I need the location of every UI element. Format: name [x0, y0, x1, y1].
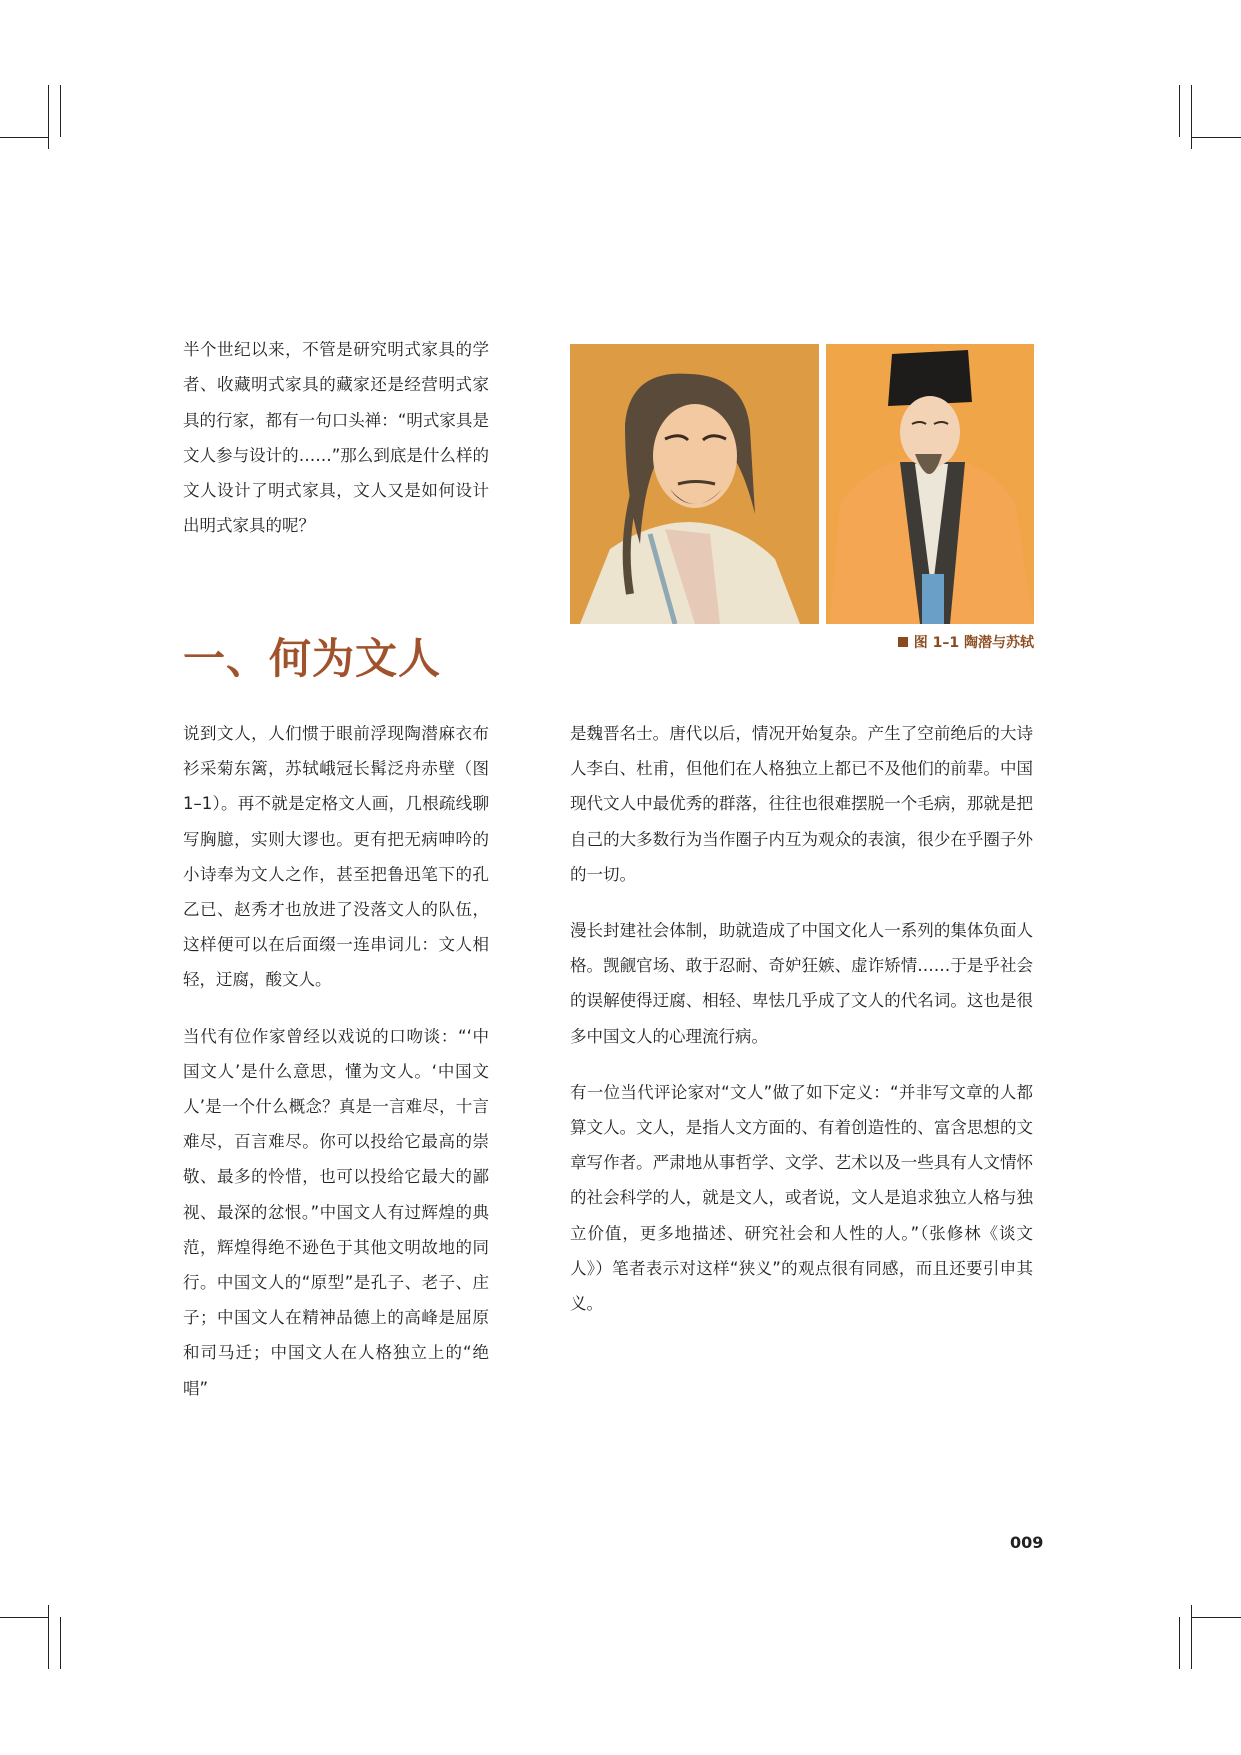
paragraph: 有一位当代评论家对“文人”做了如下定义：“并非写文章的人都算文人。文人，是指人文方面的、有着创造性的、富含思想的文章写作者。严肃地从事哲学、文学、艺术以及一些具有人文情怀的社会科学的人，就是文人，或者说，文人是追求独立人格与独立价值，更多地描述、研究社会和人性的人。”（张修林《谈文人》）笔者表示对这样“狭义”的观点很有同感，而且还要引申其义。 [570, 1082, 1033, 1314]
crop-mark [60, 1617, 61, 1669]
paragraph: 漫长封建社会体制，助就造成了中国文化人一系列的集体负面人格。觊觎官场、敢于忍耐、奇妒狂嫉、虚诈矫情……于是乎社会的误解使得迂腐、相轻、卑怯几乎成了文人的代名词。这也是很多中国文人的心理流行病。 [570, 921, 1033, 1046]
caption-square-icon [898, 637, 908, 647]
crop-mark [48, 1605, 49, 1669]
crop-mark [48, 85, 49, 149]
crop-mark [1191, 1605, 1192, 1669]
crop-mark [1191, 1617, 1241, 1618]
crop-mark [1191, 85, 1192, 149]
left-column [183, 716, 489, 1427]
portrait-su-shi [826, 344, 1034, 624]
figure-portraits [570, 344, 1034, 624]
crop-mark [60, 85, 61, 137]
crop-mark [0, 1617, 48, 1618]
figure-caption [898, 632, 1034, 652]
page-number: 009 [1010, 1533, 1044, 1552]
crop-mark [1191, 137, 1241, 138]
crop-mark [1179, 1617, 1180, 1669]
right-column [570, 716, 1033, 1342]
crop-mark [1179, 85, 1180, 137]
paragraph: 是魏晋名士。唐代以后，情况开始复杂。产生了空前绝后的大诗人李白、杜甫，但他们在人格独立上都已不及他们的前辈。中国现代文人中最优秀的群落，往往也很难摆脱一个毛病，那就是把自己的大多数行为当作圈子内互为观众的表演，很少在乎圈子外的一切。 [570, 724, 1033, 884]
portrait-tao-qian [570, 344, 819, 624]
paragraph: 说到文人，人们惯于眼前浮现陶潜麻衣布衫采菊东篱，苏轼峨冠长髯泛舟赤壁（图 1–1）。再不就是定格文人画，几根疏线聊写胸臆，实则大谬也。更有把无病呻吟的小诗奉为文人之作，甚至把鲁迅笔下的孔乙已、赵秀才也放进了没落文人的队伍，这样便可以在后面缀一连串词儿：文人相轻，迂腐，酸文人。 [183, 724, 489, 990]
caption-text: 图 1–1 陶潜与苏轼 [913, 635, 1034, 651]
crop-mark [0, 137, 48, 138]
paragraph: 当代有位作家曾经以戏说的口吻谈：“‘中国文人’是什么意思，懂为文人。‘中国文人’是一个什么概念？真是一言难尽，十言难尽，百言难尽。你可以投给它最高的崇敬、最多的怜惜，也可以投给它最大的鄙视、最深的忿恨。”中国文人有过辉煌的典范，辉煌得绝不逊色于其他文明故地的同行。中国文人的“原型”是孔子、老子、庄子；中国文人在精神品德上的高峰是屈原和司马迁；中国文人在人格独立上的“绝唱” [183, 1026, 489, 1398]
section-heading: 一、何为文人 [183, 634, 442, 683]
intro-paragraph: 半个世纪以来，不管是研究明式家具的学者、收藏明式家具的藏家还是经营明式家具的行家，都有一句口头禅：“明式家具是文人参与设计的……”那么到底是什么样的文人设计了明式家具，文人又是如何设计出明式家具的呢？ [183, 340, 489, 536]
